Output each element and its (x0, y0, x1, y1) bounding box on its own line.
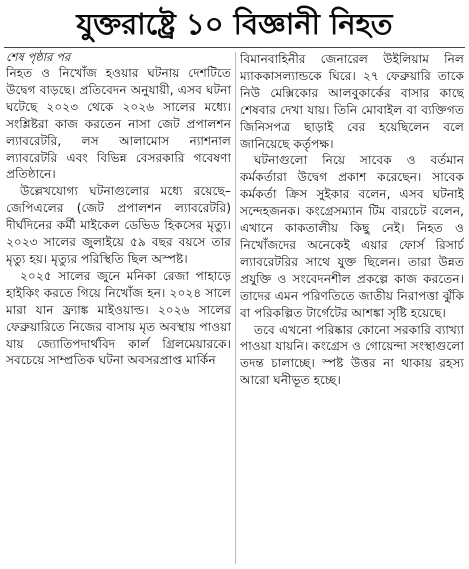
paragraph: ঘটনাগুলো নিয়ে সাবেক ও বর্তমান কর্মকর্তারা উদ্বেগ প্রকাশ করেছেন। সাবেক কর্মকর্তা ক্রিস সুইকার বলেন, এসব ঘটনাই সন্দেহজনক। কংগ্রেসম্যান টিম বারচেট বলেন, এখানে কাকতালীয় কিছু নেই। নিহত ও নিখোঁজদের অনেকেই এয়ার ফোর্স রিসার্চ ল্যাবরেটরির সাথে যুক্ত ছিলেন। তারা উন্নত প্রযুক্তি ও সংবেদনশীল প্রকল্পে কাজ করতেন। তাদের এমন পরিণতিতে জাতীয় নিরাপত্তা ঝুঁকি বা পরিকল্পিত টার্গেটের আশঙ্কা সৃষ্টি হয়েছে। (240, 153, 464, 320)
column-divider (235, 52, 236, 564)
paragraph: নিহত ও নিখোঁজ হওয়ার ঘটনায় দেশটিতে উদ্বেগ বাড়ছে। প্রতিবেদন অনুযায়ী, এসব ঘটনা ঘটেছে ২০২৩ থেকে ২০২৬ সালের মধ্যে। সংশ্লিষ্টরা কাজ করতেন নাসা জেট প্রপালশন ল্যাবরেটরি, লস আলামোস ন্যাশনাল ল্যাবরেটরি এবং বিভিন্ন বেসরকারি গবেষণা প্রতিষ্ঠানে। (6, 66, 231, 182)
headline-rule (4, 47, 465, 48)
headline: যুক্তরাষ্ট্রে ১০ বিজ্ঞানী নিহত (76, 7, 393, 41)
paragraph: বিমানবাহিনীর জেনারেল উইলিয়াম নিল ম্যাককাসল্যান্ডকে ঘিরে। ২৭ ফেব্রুয়ারি তাকে নিউ মেক্সিকোর আলবুকার্কের বাসার কাছে শেষবার দেখা যায়। তিনি মোবাইল বা ব্যক্তিগত জিনিসপত্র ছাড়াই বের হয়েছিলেন বলে জানিয়েছে কর্তৃপক্ষ। (240, 52, 464, 151)
paragraph: উল্লেখযোগ্য ঘটনাগুলোর মধ্যে রয়েছে– জেপিএলের (জেট প্রপালশন ল্যাবরেটরি) দীর্ঘদিনের কর্মী মাইকেল ডেভিড হিকসের মৃত্যু। ২০২৩ সালের জুলাইয়ে ৫৯ বছর বয়সে তার মৃত্যু হয়। মৃত্যুর পরিস্থিতি ছিল অস্পষ্ট। (6, 184, 231, 266)
paragraph: ২০২৫ সালের জুনে মনিকা রেজা পাহাড়ে হাইকিং করতে গিয়ে নিখোঁজ হন। ২০২৪ সালে মারা যান ফ্র্যাঙ্ক মাইওয়াল্ড। ২০২৬ সালের ফেব্রুয়ারিতে নিজের বাসায় মৃত অবস্থায় পাওয়া যায় জ্যোতিপদার্থবিদ কার্ল গ্রিলমেয়ারকে। সবচেয়ে সাম্প্রতিক ঘটনা অবসরপ্রাপ্ত মার্কিন (6, 268, 231, 368)
right-column (240, 51, 464, 567)
paragraph: তবে এখনো পরিষ্কার কোনো সরকারি ব্যাখ্যা পাওয়া যায়নি। কংগ্রেস ও গোয়েন্দা সংস্থাগুলো তদন্ত চালাচ্ছে। স্পষ্ট উত্তর না থাকায় রহস্য আরো ঘনীভূত হচ্ছে। (240, 322, 464, 388)
dateline: শেষ পৃষ্ঠার পর (6, 50, 71, 64)
left-column (6, 50, 231, 566)
